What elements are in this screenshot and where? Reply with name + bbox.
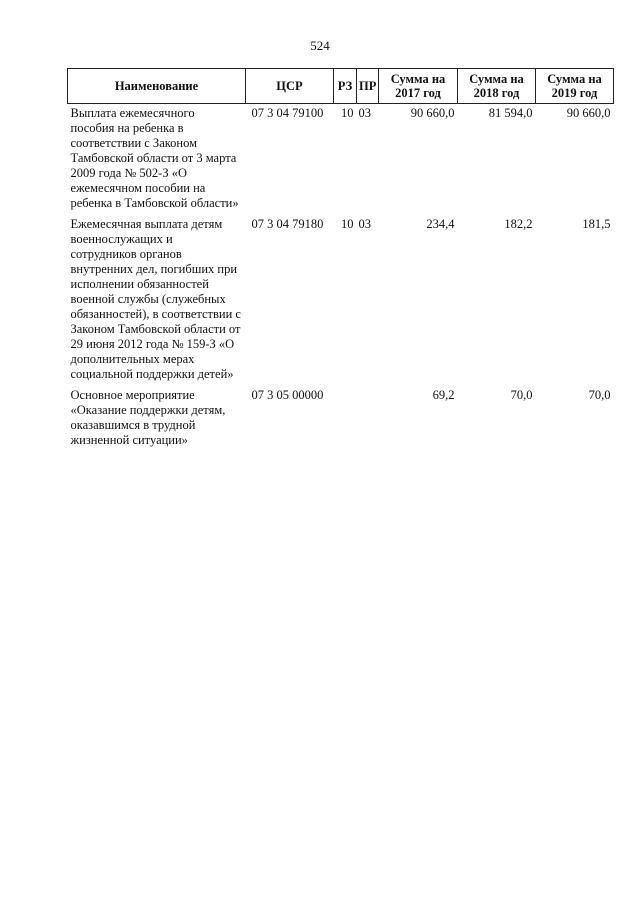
row-rz: 10 bbox=[341, 106, 354, 120]
header-sum-2018: Сумма на 2018 год bbox=[458, 69, 536, 104]
row-name: Основное мероприятие «Оказание поддержки детям, оказавшимся в трудной жизненной ситуации» bbox=[70, 388, 226, 447]
row-sum-2017: 234,4 bbox=[426, 217, 455, 231]
header-name: Наименование bbox=[68, 69, 246, 104]
row-sum-2019: 181,5 bbox=[582, 217, 611, 231]
row-sum-2018: 70,0 bbox=[510, 388, 533, 402]
row-pr: 03 bbox=[358, 106, 371, 120]
row-sum-2017: 69,2 bbox=[432, 388, 455, 402]
table-body bbox=[68, 104, 614, 455]
header-sum-2019: Сумма на 2019 год bbox=[536, 69, 614, 104]
header-csr: ЦСР bbox=[246, 69, 334, 104]
header-rz: РЗ bbox=[334, 69, 357, 104]
row-sum-2018: 81 594,0 bbox=[488, 106, 533, 120]
row-name: Ежемесячная выплата детям военнослужащих и сотрудников органов внутренних дел, погибших при исполнении обязанностей военной службы (служебных обязанностей), в соответствии с Законом Тамбовской области от 29 июня 2012 года № 159-З «О дополнительных мерах социальной поддержки детей» bbox=[70, 217, 241, 381]
row-sum-2017: 90 660,0 bbox=[410, 106, 455, 120]
row-pr: 03 bbox=[358, 217, 371, 231]
table-row bbox=[68, 388, 614, 454]
row-sum-2019: 90 660,0 bbox=[566, 106, 611, 120]
budget-table-container bbox=[67, 68, 613, 454]
row-name: Выплата ежемесячного пособия на ребенка в соответствии с Законом Тамбовской области от 3 марта 2009 года № 502-З «О ежемесячном пособии на ребенка в Тамбовской области» bbox=[70, 106, 239, 210]
row-sum-2018: 182,2 bbox=[504, 217, 533, 231]
row-sum-2019: 70,0 bbox=[588, 388, 611, 402]
row-csr: 07 3 05 00000 bbox=[251, 388, 324, 402]
header-sum-2017: Сумма на 2017 год bbox=[379, 69, 458, 104]
budget-table bbox=[67, 68, 614, 454]
page-number: 524 bbox=[310, 38, 330, 53]
header-pr: ПР bbox=[357, 69, 379, 104]
row-csr: 07 3 04 79100 bbox=[251, 106, 324, 120]
table-row bbox=[68, 217, 614, 388]
row-rz bbox=[334, 388, 357, 454]
row-rz: 10 bbox=[341, 217, 354, 231]
row-csr: 07 3 04 79180 bbox=[251, 217, 324, 231]
table-row bbox=[68, 104, 614, 218]
header-row bbox=[68, 69, 614, 104]
row-pr bbox=[357, 388, 379, 454]
table-header bbox=[68, 69, 614, 104]
